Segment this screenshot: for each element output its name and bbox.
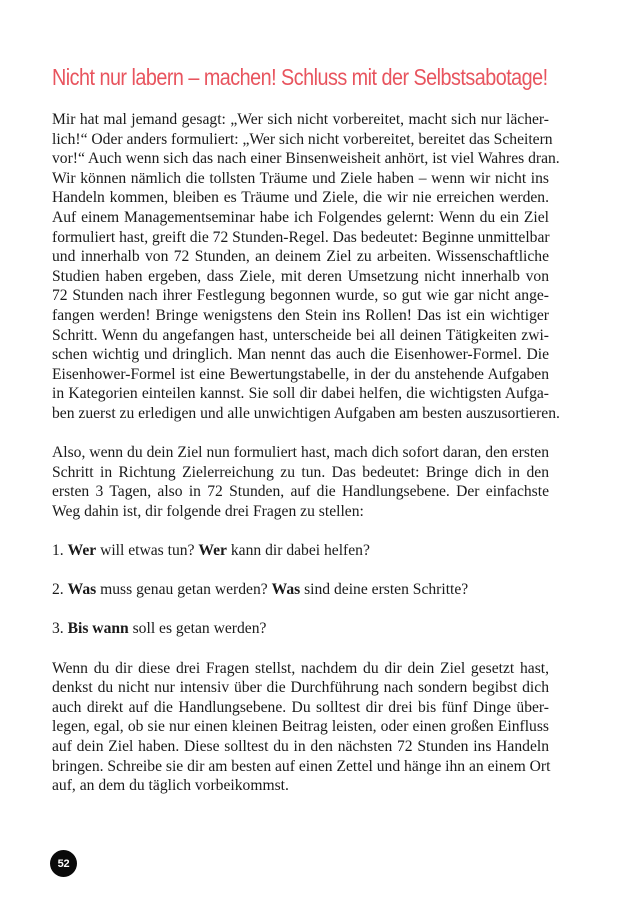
text-line: legen, egal, ob sie nur einen kleinen Beitrag leisten, oder einen großen Einfluss (52, 718, 549, 736)
text-line: denkst du nicht nur intensiv über die Durchführung nach sondern begibst dich (52, 679, 549, 697)
text-line: Wir können nämlich die tollsten Träume und Ziele haben – wenn wir nicht ins (52, 169, 549, 187)
paragraph-closing (52, 659, 549, 796)
question-text: muss genau getan werden? (96, 581, 272, 599)
text-line: auf, an dem du täglich vorbeikommst. (52, 777, 289, 795)
text-line: Schritt in Richtung Zielerreichung zu tun. Das bedeutet: Bringe dich in den (52, 463, 549, 481)
text-line: Studien haben ergeben, dass Ziele, mit deren Umsetzung nicht innerhalb von (52, 267, 549, 285)
text-line: Schritt. Wenn du angefangen hast, unterscheide bei all deinen Tätigkeiten zwi- (52, 326, 549, 344)
paragraph-intro (52, 110, 560, 424)
text-line: schen wichtig und dringlich. Man nennt das auch die Eisenhower-Formel. Die (52, 346, 549, 364)
text-line: fangen werden! Bringe wenigstens den Stein ins Rollen! Das ist ein wichtiger (52, 306, 549, 324)
text-line: auch direkt auf die Handlungsebene. Du solltest dir drei bis fünf Dinge über- (52, 698, 549, 716)
text-line: formuliert hast, greift die 72 Stunden-Regel. Das bedeutet: Beginne unmittelbar (52, 228, 550, 246)
question-text: sind deine ersten Schritte? (300, 581, 469, 599)
text-line: Handeln kommen, bleiben es Träume und Ziele, die wir nie erreichen werden. (52, 189, 549, 207)
question-keyword: Wer (198, 542, 227, 560)
question-text: kann dir dabei helfen? (226, 542, 370, 560)
text-line: 72 Stunden nach ihrer Festlegung begonnen wurde, so gut wie gar nicht ange- (52, 287, 549, 305)
text-line: in Kategorien einteilen kannst. Sie soll dir dabei helfen, die wichtigsten Aufga- (52, 385, 549, 403)
question-keyword: Bis wann (67, 620, 129, 638)
section-heading: Nicht nur labern – machen! Schluss mit der Selbstsabotage! (52, 64, 548, 90)
question-keyword: Was (67, 581, 97, 599)
question-keyword: Was (271, 581, 301, 599)
text-line: bringen. Schreibe sie dir am besten auf einen Zettel und hänge ihn an einem Ort (52, 757, 551, 775)
body-text (52, 110, 560, 815)
question-text: soll es getan werden? (128, 620, 267, 638)
text-line: auf dein Ziel haben. Diese solltest du in den nächsten 72 Stunden ins Handeln (52, 738, 549, 755)
question-number: 2. (52, 581, 64, 599)
text-line: Eisenhower-Formel ist eine Bewertungstabelle, in der du anstehende Aufgaben (52, 365, 549, 383)
question-item (52, 619, 549, 639)
question-number: 3. (52, 620, 64, 638)
paragraph-action (52, 443, 549, 521)
question-item (52, 541, 549, 561)
question-number: 1. (52, 542, 64, 560)
page-number-badge: 52 (50, 850, 77, 877)
text-line: Weg dahin ist, dir folgende drei Fragen zu stellen: (52, 502, 364, 520)
text-line: Auf einem Managementseminar habe ich Folgendes gelernt: Wenn du ein Ziel (52, 208, 549, 226)
text-line: Also, wenn du dein Ziel nun formuliert hast, mach dich sofort daran, den ersten (52, 444, 549, 462)
text-line: ersten 3 Tagen, also in 72 Stunden, auf die Handlungsebene. Der einfachste (52, 483, 549, 501)
question-text: will etwas tun? (96, 542, 199, 560)
text-line: und innerhalb von 72 Stunden, an deinem Ziel zu arbeiten. Wissenschaftliche (52, 248, 549, 266)
text-line: Wenn du dir diese drei Fragen stellst, nachdem du dir dein Ziel gesetzt hast, (52, 659, 549, 677)
question-keyword: Wer (67, 542, 97, 560)
text-line: vor!“ Auch wenn sich das nach einer Binsenweisheit anhört, ist viel Wahres dran. (52, 150, 560, 168)
question-item (52, 580, 549, 600)
text-line: Mir hat mal jemand gesagt: „Wer sich nicht vorbereitet, macht sich nur lächer- (52, 111, 549, 128)
text-line: lich!“ Oder anders formuliert: „Wer sich nicht vorbereitet, bereitet das Scheitern (52, 130, 553, 148)
text-line: ben zuerst zu erledigen und alle unwichtigen Aufgaben am besten auszusortieren. (52, 404, 560, 422)
